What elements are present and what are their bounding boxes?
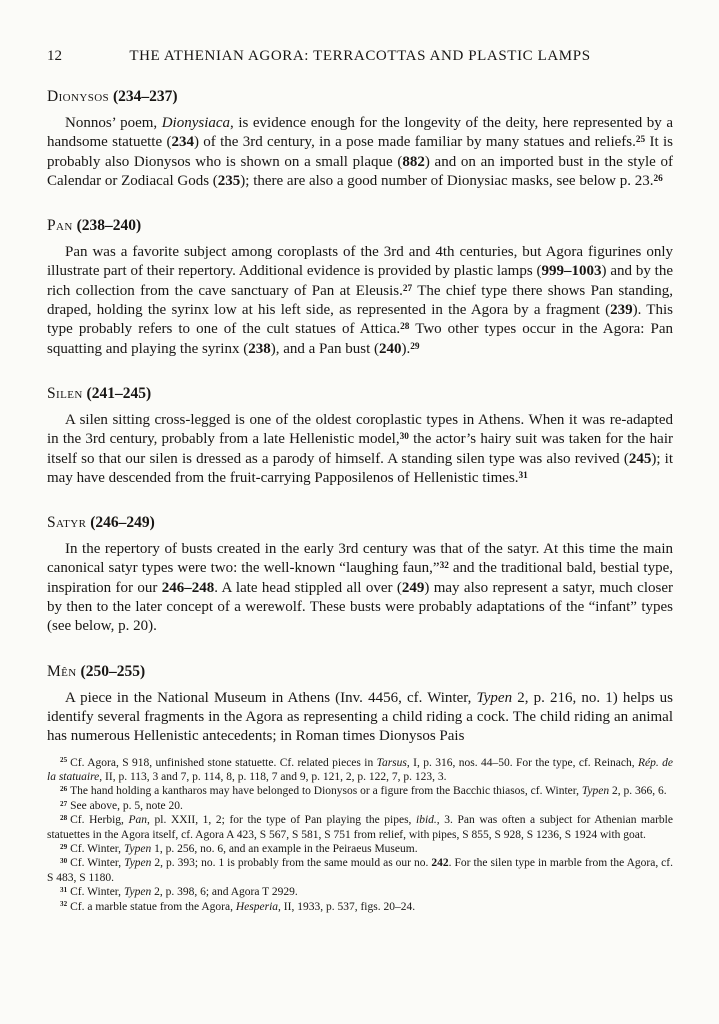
footnote: [47, 900, 673, 914]
footnote: [47, 856, 673, 885]
page-number: 12: [47, 48, 62, 64]
section-heading: [47, 513, 673, 532]
section-satyr: [47, 513, 673, 636]
footnote-text: Cf. Winter, Typen 1, p. 256, no. 6, and an example in the Peiraeus Museum.: [70, 842, 418, 855]
running-title: THE ATHENIAN AGORA: TERRACOTTAS AND PLASTIC LAMPS: [129, 48, 591, 64]
section-silen: [47, 384, 673, 488]
footnote-text: Cf. Winter, Typen 2, p. 398, 6; and Agora T 2929.: [70, 886, 298, 899]
footnote-text: The hand holding a kantharos may have belonged to Dionysos or a figure from the Bacchic thiasos, cf. Winter, Typen 2, p. 366, 6.: [70, 785, 667, 798]
footnote: [47, 784, 673, 798]
section-heading: [47, 87, 673, 106]
footnote-number: 26: [60, 785, 68, 794]
section-men: [47, 662, 673, 747]
heading-title: Satyr: [47, 514, 87, 532]
footnote-number: 28: [60, 813, 68, 822]
heading-title: Pan: [47, 217, 73, 235]
footnote-number: 31: [60, 885, 68, 894]
section-paragraph: A silen sitting cross-legged is one of the oldest coroplastic types in Athens. When it was re-adapted in the 3rd century, probably from a late Hellenistic model,$^{30}$ the actor’s hairy suit was taken for the hair itself so that our silen is dressed as a parody of himself. A standing silen type was also revived (245); it may have descended from the fruit-carrying Papposilenos of Hellenistic times.$^{31}$: [47, 411, 674, 486]
section-pan: [47, 216, 673, 359]
footnote: [47, 842, 673, 856]
section-paragraph: Pan was a favorite subject among coroplasts of the 3rd and 4th centuries, but Agora figurines only illustrate part of their repertory. Additional evidence is provided by plastic lamps (999–1003) and by the rich collection from the cave sanctuary of Pan at Eleusis.$^{27}$ The chief type there shows Pan standing, draped, holding the syrinx low at his left side, as represented in the Agora by a fragment (239). This type probably refers to one of the cult statues of Attica.$^{28}$ Two other types occur in the Agora: Pan squatting and playing the syrinx (238), and a Pan bust (240).$^{29}$: [47, 244, 674, 357]
footnote: [47, 799, 673, 813]
footnote: [47, 813, 673, 842]
footnote: [47, 756, 673, 785]
footnote-text: Cf. Agora, S 918, unfinished stone statuette. Cf. related pieces in Tarsus, I, p. 316, nos. 44–50. For the type, cf. Reinach, Rép. de la statuaire, II, p. 113, 3 and 7, p. 114, 8, p. 118, 7 and 9, p. 121, 2, p. 122, 7, p. 123, 3.: [47, 756, 674, 783]
heading-catalog-range: (250–255): [80, 662, 146, 680]
heading-title: Silen: [47, 384, 83, 402]
section-dionysos: [47, 87, 673, 191]
heading-catalog-range: (246–249): [90, 514, 155, 532]
section-paragraph: Nonnos’ poem, Dionysiaca, is evidence enough for the longevity of the deity, here represented by a handsome statuette (234) of the 3rd century, in a pose made familiar by many statues and reliefs.$^{25}$ It is probably also Dionysos who is shown on a small plaque (882) and on an imported bust in the style of Calendar or Zodiacal Gods (235); there are also a good number of Dionysiac masks, see below p. 23.26: [47, 115, 674, 189]
page-header: [47, 48, 673, 67]
footnote: [47, 885, 673, 899]
footnote-number: 25: [60, 756, 68, 765]
footnote-text: See above, p. 5, note 20.: [70, 799, 183, 812]
footnote-number: 29: [60, 842, 68, 851]
footnotes: [47, 756, 673, 914]
footnote-number: 30: [60, 857, 68, 866]
footnote-number: 32: [60, 900, 68, 909]
footnote-text: Cf. Winter, Typen 2, p. 393; no. 1 is probably from the same mould as our no. 242. For the silen type in marble from the Agora, cf. S 483, S 1180.: [47, 857, 673, 884]
footnote-number: 27: [60, 799, 68, 808]
section-heading: [47, 384, 673, 403]
footnote-text: Cf. a marble statue from the Agora, Hesperia, II, 1933, p. 537, figs. 20–24.: [70, 900, 416, 913]
heading-catalog-range: (234–237): [112, 88, 178, 105]
footnote-text: Cf. Herbig, Pan, pl. XXII, 1, 2; for the type of Pan playing the pipes, ibid., 3. Pan was often a subject for Athenian marble statuettes in the Agora itself, cf. Agora A 423, S 567, S 581, S 751 from relief, with pipes, S 855, S 928, S 1236, S 1924 with goat.: [47, 814, 673, 841]
section-heading: [47, 216, 673, 235]
heading-title: Mên: [47, 662, 77, 680]
heading-catalog-range: (241–245): [86, 384, 152, 402]
section-heading: [47, 662, 673, 681]
section-paragraph: A piece in the National Museum in Athens (Inv. 4456, cf. Winter, Typen 2, p. 216, no. 1) helps us identify several fragments in the Agora as representing a child riding a cock. The child riding an animal has numerous Hellenistic antecedents; in Roman times Dionysos Pais: [47, 689, 674, 745]
heading-catalog-range: (238–240): [76, 217, 142, 235]
heading-title: Dionysos: [47, 88, 110, 105]
section-paragraph: In the repertory of busts created in the early 3rd century was that of the satyr. At this time the main canonical satyr types were two: the well-known “laughing faun,”$^{32}$ and the traditional bald, bestial type, inspiration for our 246–248. A late head stippled all over (249) may also represent a satyr, much closer by then to the later concept of a werewolf. These busts were probably adaptations of the “infant” types (see below, p. 20).: [47, 541, 673, 635]
